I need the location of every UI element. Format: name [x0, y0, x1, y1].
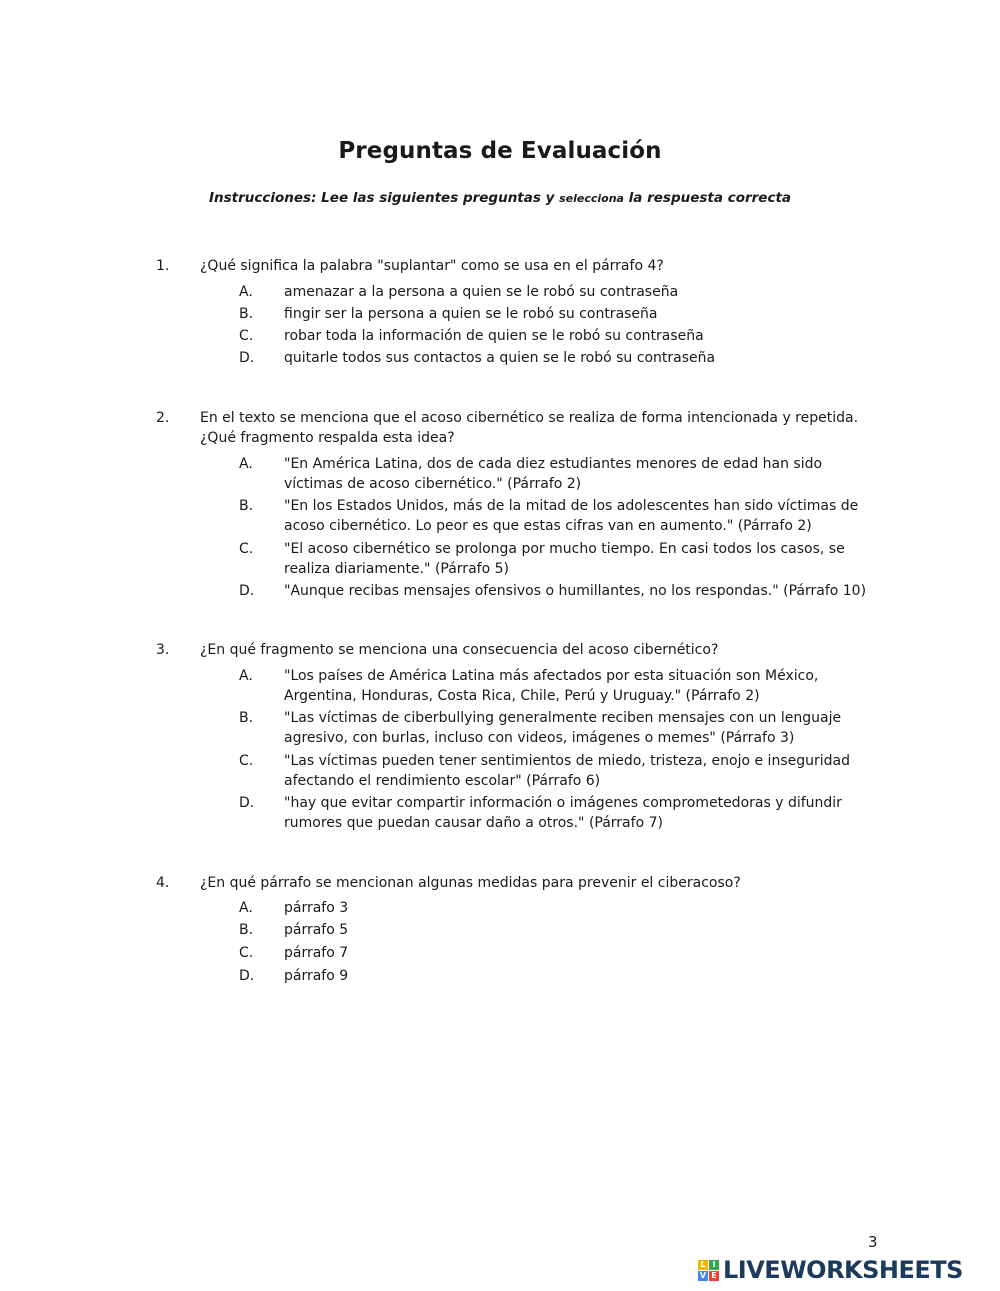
question-number: 3.: [156, 642, 170, 658]
option-letter: B.: [239, 710, 254, 726]
logo-letter-i: I: [709, 1260, 719, 1270]
option-text: párrafo 3: [284, 900, 349, 916]
liveworksheets-wordmark: LIVEWORKSHEETS: [723, 1256, 963, 1284]
question-text: En el texto se menciona que el acoso cibernético se realiza de forma intencionada y repetida. ¿Qué fragmento respalda esta idea?: [200, 410, 859, 446]
option-letter: D.: [239, 968, 255, 984]
option-text: "En América Latina, dos de cada diez estudiantes menores de edad han sido víctimas de acoso cibernético." (Párrafo 2): [284, 456, 823, 492]
instructions-part2: selecciona: [559, 192, 624, 205]
logo-letter-l: L: [698, 1260, 708, 1270]
option-letter: D.: [239, 350, 255, 366]
liveworksheets-logo-icon: [698, 1260, 719, 1281]
option-text: párrafo 9: [284, 968, 349, 984]
liveworksheets-brand: [698, 1255, 963, 1285]
question-text: ¿Qué significa la palabra "suplantar" como se usa en el párrafo 4?: [200, 258, 664, 274]
instructions-part1: Instrucciones: Lee las siguientes preguntas y: [208, 190, 560, 206]
option-text: "Los países de América Latina más afectados por esta situación son México, Argentina, Honduras, Costa Rica, Chile, Perú y Uruguay." (Párrafo 2): [284, 668, 819, 704]
logo-letter-e: E: [709, 1271, 719, 1281]
question-text: ¿En qué párrafo se mencionan algunas medidas para prevenir el ciberacoso?: [200, 875, 741, 891]
option-letter: D.: [239, 795, 255, 811]
option-letter: A.: [239, 456, 253, 472]
option-letter: C.: [239, 753, 254, 769]
option-text: "El acoso cibernético se prolonga por mucho tiempo. En casi todos los casos, se realiza diariamente." (Párrafo 5): [284, 541, 845, 577]
page-number: 3: [868, 1233, 878, 1251]
option-letter: B.: [239, 498, 254, 514]
option-letter: B.: [239, 922, 254, 938]
logo-letter-v: V: [699, 1270, 707, 1280]
question-number: 2.: [156, 410, 170, 426]
option-letter: B.: [239, 306, 254, 322]
option-letter: C.: [239, 945, 254, 961]
option-letter: A.: [239, 668, 253, 684]
question-number: 4.: [156, 875, 170, 891]
question-number: 1.: [156, 258, 170, 274]
option-letter: A.: [239, 900, 253, 916]
option-letter: C.: [239, 328, 254, 344]
page-title: Preguntas de Evaluación: [338, 138, 662, 164]
instructions: [70, 190, 930, 206]
option-text: amenazar a la persona a quien se le robó su contraseña: [284, 284, 679, 300]
option-text: robar toda la información de quien se le robó su contraseña: [284, 328, 704, 344]
option-text: "Las víctimas de ciberbullying generalmente reciben mensajes con un lenguaje agresivo, con burlas, incluso con videos, imágenes o memes" (Párrafo 3): [284, 710, 842, 746]
option-letter: D.: [239, 583, 255, 599]
option-text: párrafo 5: [284, 922, 349, 938]
option-text: "hay que evitar compartir información o imágenes comprometedoras y difundir rumores que puedan causar daño a otros." (Párrafo 7): [284, 795, 842, 831]
option-text: párrafo 7: [284, 945, 349, 961]
option-text: fingir ser la persona a quien se le robó su contraseña: [284, 306, 658, 322]
option-text: "Las víctimas pueden tener sentimientos de miedo, tristeza, enojo e inseguridad afectando el rendimiento escolar" (Párrafo 6): [284, 753, 850, 789]
option-letter: C.: [239, 541, 254, 557]
instructions-part3: la respuesta correcta: [623, 190, 792, 206]
question-text: ¿En qué fragmento se menciona una consecuencia del acoso cibernético?: [200, 642, 719, 658]
option-text: "En los Estados Unidos, más de la mitad de los adolescentes han sido víctimas de acoso cibernético. Lo peor es que estas cifras van en aumento." (Párrafo 2): [284, 498, 859, 534]
option-text: "Aunque recibas mensajes ofensivos o humillantes, no los respondas." (Párrafo 10): [284, 583, 867, 599]
option-text: quitarle todos sus contactos a quien se le robó su contraseña: [284, 350, 716, 366]
option-letter: A.: [239, 284, 253, 300]
